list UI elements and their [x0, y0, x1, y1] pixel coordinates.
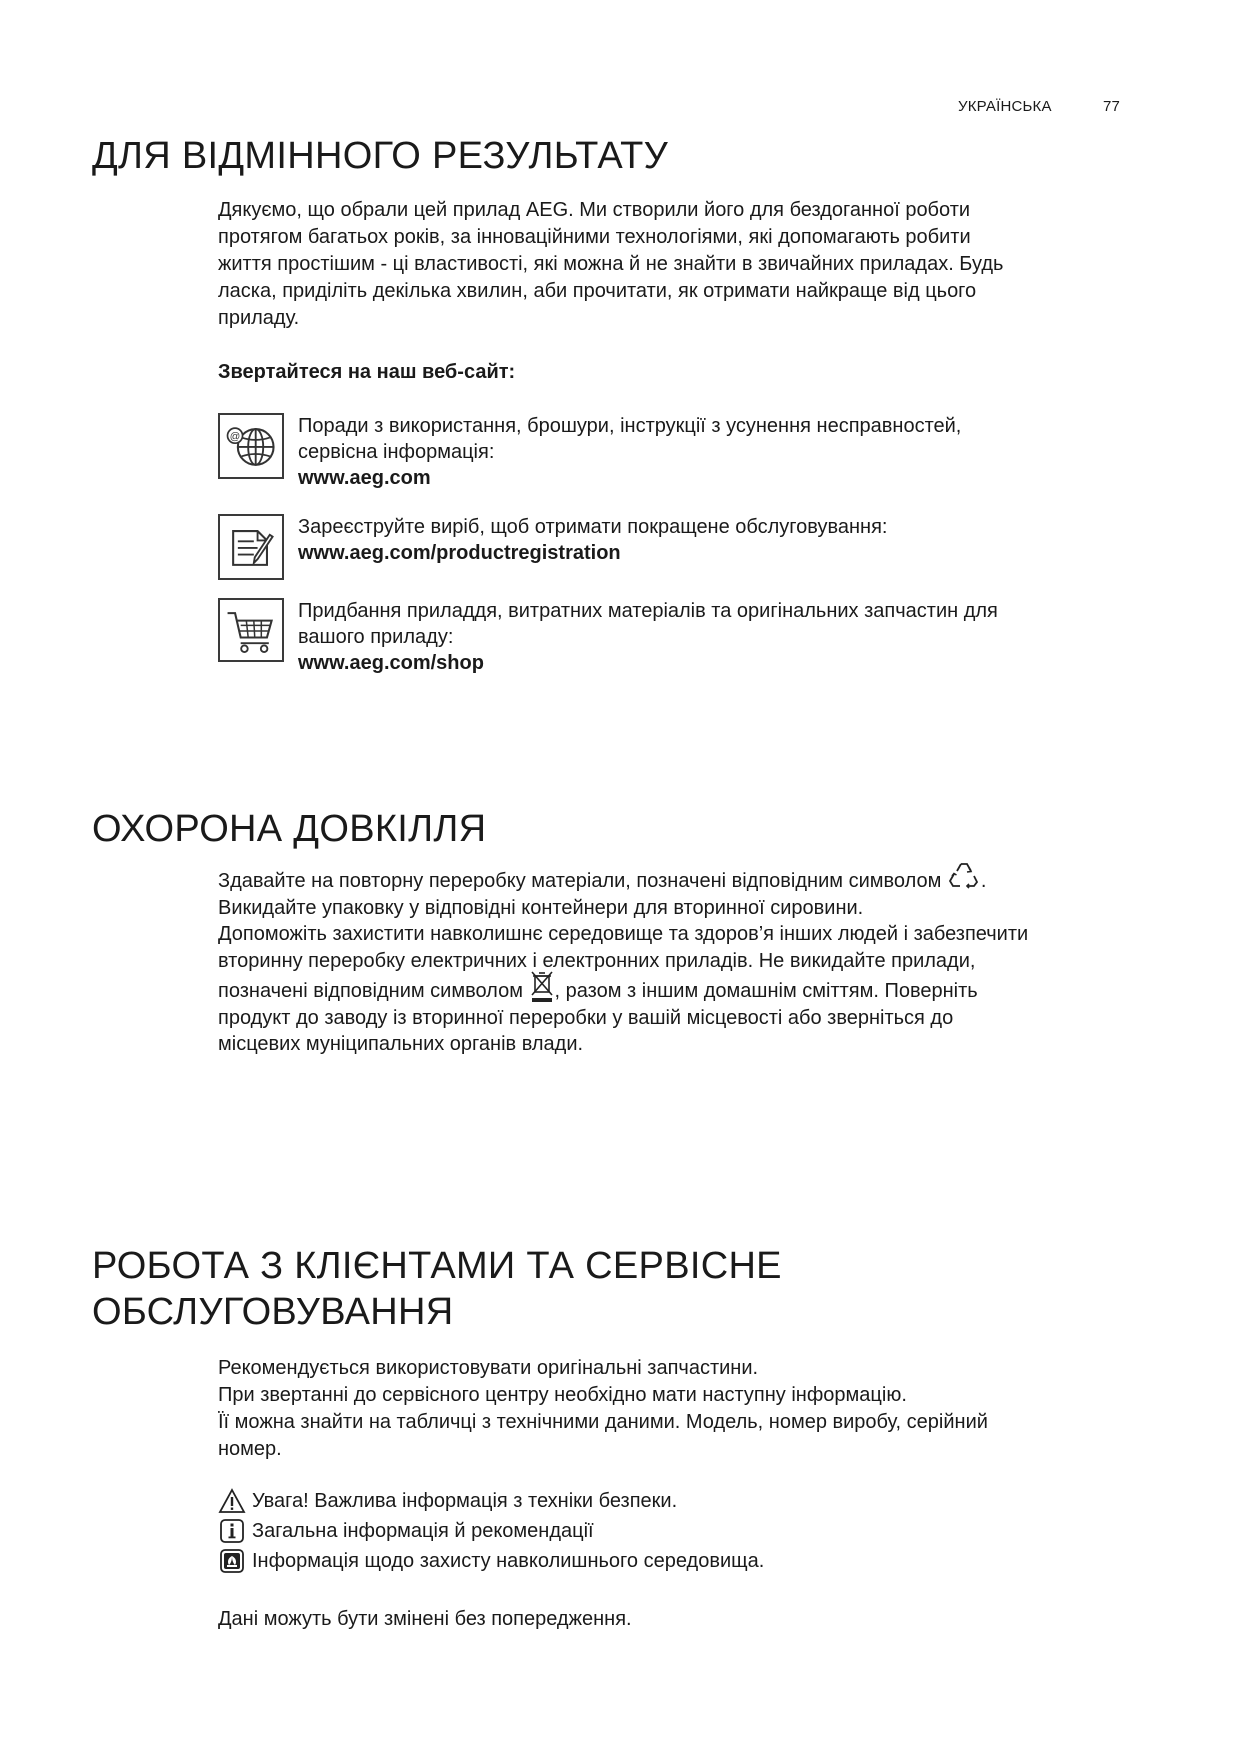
link-description-line: сервісна інформація: — [298, 441, 495, 463]
service-line: При звертанні до сервісного центру необхідно мати наступну інформацію. — [218, 1384, 907, 1406]
globe-icon — [218, 413, 284, 479]
link-aeg-shop[interactable]: www.aeg.com/shop — [298, 652, 484, 674]
intro-line: протягом багатьох років, за інноваційними технологіями, які допомагають робити — [218, 226, 971, 248]
section-title-customer-care: РОБОТА З КЛІЄНТАМИ ТА СЕРВІСНЕ ОБСЛУГОВУВАННЯ — [92, 1245, 782, 1333]
legend-item-environment: Інформація щодо захисту навколишнього середовища. — [218, 1546, 764, 1576]
link-description-line: Зареєструйте виріб, щоб отримати покращене обслуговування: — [298, 516, 888, 538]
intro-line: ласка, приділіть декілька хвилин, аби прочитати, як отримати найкраще від цього — [218, 280, 977, 302]
service-line: Її можна знайти на табличці з технічними даними. Модель, номер виробу, серійний — [218, 1411, 988, 1433]
environment-line: позначені відповідним символом , разом з іншим домашнім сміттям. Поверніть — [218, 978, 1148, 1005]
section-title-best-results: ДЛЯ ВІДМІННОГО РЕЗУЛЬТАТУ — [92, 135, 669, 177]
footer-note: Дані можуть бути змінені без попередження. — [218, 1608, 632, 1630]
link-description-line: Придбання приладдя, витратних матеріалів та оригінальних запчастин для — [298, 600, 998, 622]
environment-line: місцевих муніципальних органів влади. — [218, 1033, 584, 1055]
warning-icon — [218, 1488, 246, 1514]
shopping-cart-icon — [218, 598, 284, 662]
link-description-line: Поради з використання, брошури, інструкції з усунення несправностей, — [298, 415, 962, 437]
link-description-line: вашого приладу: — [298, 626, 454, 648]
website-label: Звертайтеся на наш веб-сайт: — [218, 361, 516, 383]
crossed-bin-icon — [529, 968, 555, 1004]
svg-text:@: @ — [229, 431, 241, 443]
symbol-legend — [218, 1486, 764, 1576]
link-aeg-com[interactable]: www.aeg.com — [298, 467, 431, 489]
service-paragraph — [218, 1355, 1148, 1463]
page-number: 77 — [1103, 98, 1121, 115]
environment-paragraph — [218, 868, 1148, 1058]
intro-line: Дякуємо, що обрали цей прилад AEG. Ми створили його для бездоганної роботи — [218, 199, 971, 221]
service-line: номер. — [218, 1438, 282, 1460]
service-line: Рекомендується використовувати оригінальні запчастини. — [218, 1357, 759, 1379]
environment-line: Допоможіть захистити навколишнє середовище та здоров’я інших людей і забезпечити — [218, 923, 1029, 945]
language-label: УКРАЇНСЬКА — [958, 98, 1052, 115]
info-icon — [218, 1518, 246, 1544]
environment-line: Викидайте упаковку у відповідні контейнери для вторинної сировини. — [218, 896, 864, 919]
environment-line: продукт до заводу із вторинної переробки у вашій місцевості або зверніться до — [218, 1006, 954, 1029]
legend-item-warning: Увага! Важлива інформація з техніки безпеки. — [218, 1486, 764, 1516]
environment-line: Здавайте на повторну переробку матеріали, позначені відповідним символом . — [218, 868, 1148, 895]
registration-icon — [218, 514, 284, 580]
intro-line: життя простішим - ці властивості, які можна й не знайти в звичайних приладах. Будь — [218, 253, 1004, 275]
intro-paragraph — [218, 197, 1148, 332]
environment-line: вторинну переробку електричних і електронних приладів. Не викидайте прилади, — [218, 949, 976, 972]
recycle-icon — [947, 858, 981, 892]
intro-line: приладу. — [218, 307, 300, 329]
section-title-environment: ОХОРОНА ДОВКІЛЛЯ — [92, 808, 487, 850]
environment-icon — [218, 1548, 246, 1574]
link-product-registration[interactable]: www.aeg.com/productregistration — [298, 542, 621, 564]
page-header — [958, 98, 1121, 115]
legend-item-info: Загальна інформація й рекомендації — [218, 1516, 764, 1546]
